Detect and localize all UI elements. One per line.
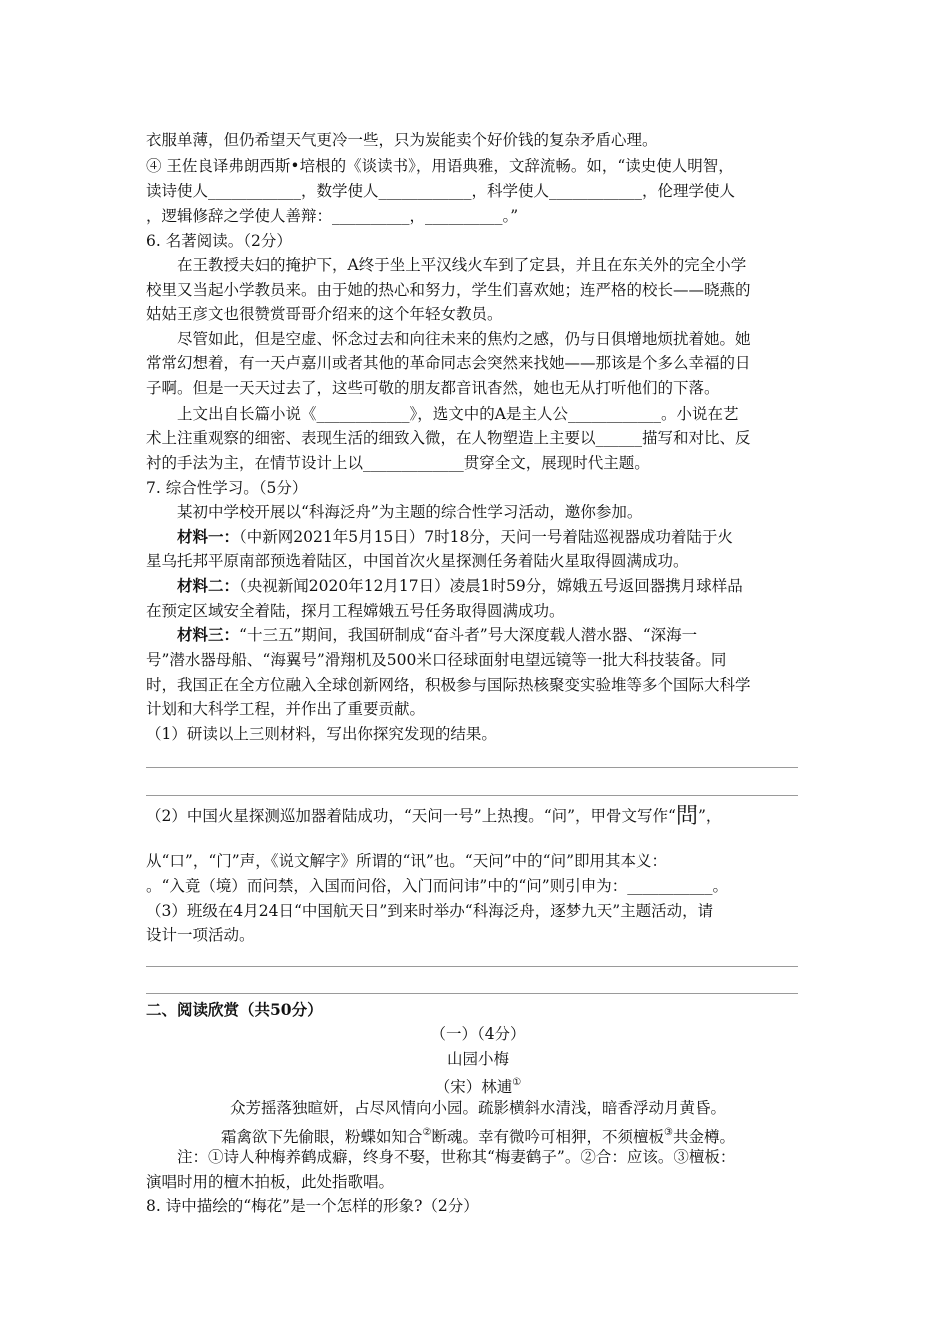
text-line: 。“入竟（境）而问禁，入国而问俗，入门而问讳”中的“问”则引申为：___________。: [146, 877, 728, 895]
text-line: 星乌托邦平原南部预选着陆区，中国首次火星探测任务着陆火星取得圆满成功。: [146, 552, 689, 570]
section-heading: 二、阅读欣赏（共50分）: [146, 1000, 323, 1019]
text-line: 姑姑王彦文也很赞赏哥哥介绍来的这个年轻女教员。: [146, 305, 503, 323]
answer-line[interactable]: [146, 767, 798, 768]
part-heading: （一）（4分）: [430, 1025, 526, 1043]
note-line: 演唱时用的檀木拍板，此处指歌唱。: [146, 1173, 395, 1191]
material-label: 材料一：: [177, 527, 240, 546]
text-line: 上文出自长篇小说《____________》，选文中的A是主人公____________。小说在艺: [177, 405, 739, 423]
text-line: ④ 王佐良译弗朗西斯•培根的《谈读书》，用语典雅，文辞流畅。如，“读史使人明智，: [146, 157, 734, 175]
text-line: 计划和大科学工程，并作出了重要贡献。: [146, 700, 426, 718]
sub-question: （3）班级在4月24日“中国航天日”到来时举办“科海泛舟，逐梦九天”主题活动，请: [146, 902, 714, 920]
text-line: 时，我国正在全方位融入全球创新网络，积极参与国际热核聚变实验堆等多个国际大科学: [146, 676, 751, 694]
answer-line[interactable]: [146, 795, 798, 796]
sub-question: （1）研读以上三则材料，写出你探究发现的结果。: [146, 725, 497, 743]
verse-text: 霜禽欲下先偷眼，粉蝶如知合: [221, 1128, 423, 1146]
text-line: 在王教授夫妇的掩护下，A终于坐上平汉线火车到了定县，并且在东关外的完全小学: [177, 256, 747, 274]
text-line: 衣服单薄，但仍希望天气更冷一些，只为炭能卖个好价钱的复杂矛盾心理。: [146, 131, 658, 149]
text-line: 常常幻想着，有一天卢嘉川或者其他的革命同志会突然来找她——那该是个多么幸福的日: [146, 354, 751, 372]
text-line: ，逻辑修辞之学使人善辩：__________，__________。”: [146, 207, 519, 225]
note-marker: ③: [664, 1127, 673, 1138]
material-text: “十三五”期间，我国研制成“奋斗者”号大深度载人潜水器、“深海一: [239, 626, 698, 644]
text-line: 号”潜水器母船、“海翼号”滑翔机及500米口径球面射电望远镜等一批大科技装备。同: [146, 651, 727, 669]
verse-text: 共金樽。: [672, 1128, 735, 1146]
text-line: 在预定区域安全着陆，探月工程嫦娥五号任务取得圆满成功。: [146, 602, 565, 620]
note-marker: ②: [422, 1127, 432, 1138]
oracle-bone-glyph: 問: [675, 804, 698, 829]
text-line: 从“口”，“门”声，《说文解字》所谓的“讯”也。“天问”中的“问”即用其本义：: [146, 852, 667, 870]
text-line: 尽管如此，但是空虚、怀念过去和向往未来的焦灼之感，仍与日俱增地烦扰着她。她: [177, 330, 751, 348]
question-title: 8. 诗中描绘的“梅花”是一个怎样的形象?（2分）: [146, 1197, 479, 1215]
sub-question-text: （2）中国火星探测巡加器着陆成功，“天问一号”上热搜。“问”，甲骨文写作“: [146, 807, 676, 825]
text-line: 子啊。但是一天天过去了，这些可敬的朋友都音讯杳然，她也无从打听他们的下落。: [146, 379, 720, 397]
text-line: 设计一项活动。: [146, 926, 255, 944]
poem-author: [146, 1072, 810, 1098]
material-label: 材料三：: [177, 625, 240, 644]
material-text: （央视新闻2020年12月17日）凌晨1时59分，嫦娥五号返回器携月球样品: [239, 577, 743, 595]
answer-line[interactable]: [146, 966, 798, 967]
text-line: 衬的手法为主，在情节设计上以_____________贯穿全文，展现时代主题。: [146, 454, 650, 472]
poem-verse: [146, 1122, 810, 1148]
material-label: 材料二：: [177, 576, 240, 595]
answer-line[interactable]: [146, 993, 798, 994]
material-line: [177, 575, 810, 601]
verse-text: 断魂。幸有微吟可相狎，不须檀板: [431, 1128, 664, 1146]
text-line: 某初中学校开展以“科海泛舟”为主题的综合性学习活动，邀你参加。: [177, 503, 643, 521]
author-name: （宋）林逋: [434, 1078, 513, 1096]
question-title: 6. 名著阅读。（2分）: [146, 232, 292, 250]
note-line: 注：①诗人种梅养鹤成癖，终身不娶，世称其“梅妻鹤子”。②合：应该。③檀板：: [177, 1148, 736, 1166]
material-line: [177, 624, 810, 650]
text-line: 术上注重观察的细密、表现生活的细致入微，在人物塑造上主要以______描写和对比、反: [146, 429, 751, 447]
material-line: [177, 526, 810, 552]
text-line: 读诗使人____________，数学使人____________，科学使人____________，伦理学使人: [146, 182, 736, 200]
text-line: 校里又当起小学教员来。由于她的热心和努力，学生们喜欢她；连严格的校长——晓燕的: [146, 281, 751, 299]
question-title: 7. 综合性学习。（5分）: [146, 479, 308, 497]
sub-question: [146, 805, 810, 835]
note-marker: ①: [512, 1077, 522, 1088]
poem-verse: 众芳摇落独暄妍，占尽风情向小园。疏影横斜水清浅，暗香浮动月黄昏。: [229, 1099, 726, 1117]
sub-question-text: ”，: [698, 807, 722, 825]
poem-title: 山园小梅: [446, 1050, 509, 1068]
material-text: （中新网2021年5月15日）7时18分，天问一号着陆巡视器成功着陆于火: [239, 528, 733, 546]
